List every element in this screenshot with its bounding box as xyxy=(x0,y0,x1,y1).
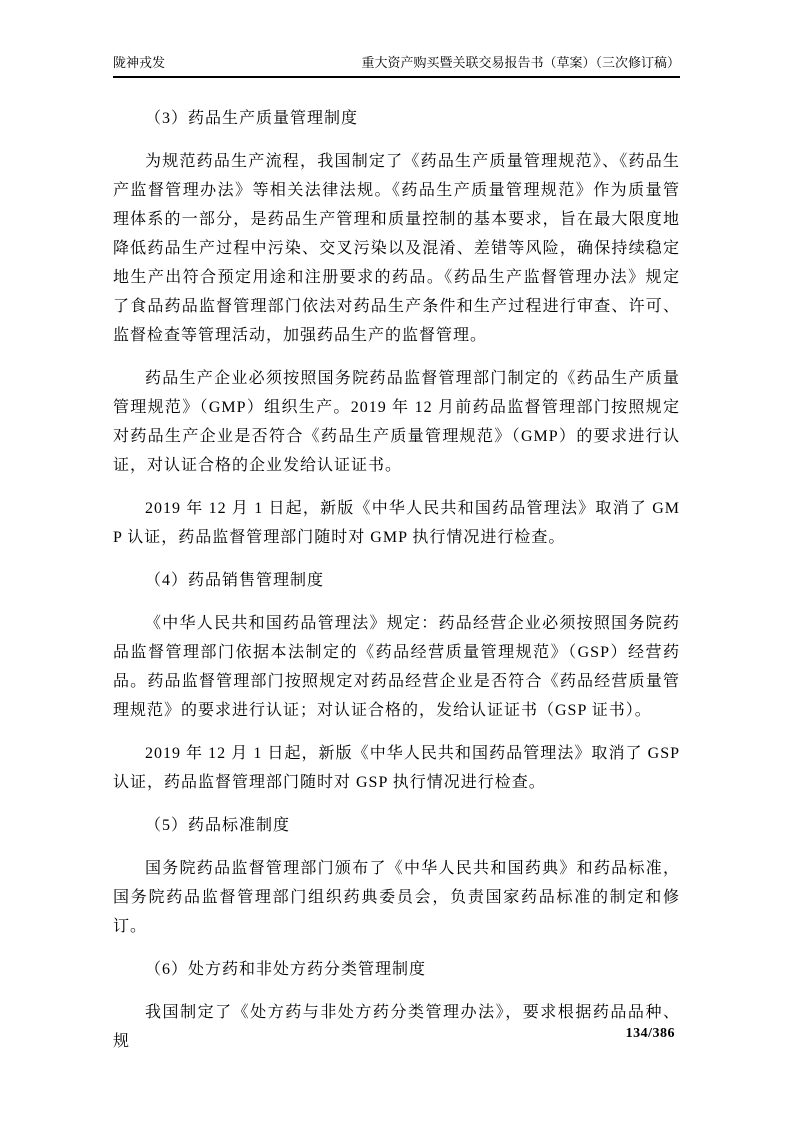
page-body xyxy=(113,104,680,1056)
body-paragraph: 2019 年 12 月 1 日起，新版《中华人民共和国药品管理法》取消了 GMP 认证，药品监督管理部门随时对 GMP 执行情况进行检查。 xyxy=(113,500,680,546)
body-paragraph: 《中华人民共和国药品管理法》规定：药品经营企业必须按照国务院药品监督管理部门依据本法制定的《药品经营质量管理规范》（GSP）经营药品。药品监督管理部门按照规定对药品经营企业是否符合《药品经营质量管理规范》的要求进行认证；对认证合格的，发给认证证书（GSP 证书）。 xyxy=(113,615,680,719)
body-paragraph: 2019 年 12 月 1 日起，新版《中华人民共和国药品管理法》取消了 GSP 认证，药品监督管理部门随时对 GSP 执行情况进行检查。 xyxy=(113,745,680,791)
body-paragraph: 我国制定了《处方药与非处方药分类管理办法》，要求根据药品品种、规 xyxy=(113,1004,680,1050)
page-number: 134/386 xyxy=(625,1026,675,1041)
header-company-name: 陇神戎发 xyxy=(113,55,166,70)
section-heading-3: （3）药品生产质量管理制度 xyxy=(145,110,359,127)
header-report-title: 重大资产购买暨关联交易报告书（草案）（三次修订稿） xyxy=(361,55,680,70)
section-heading-6: （6）处方药和非处方药分类管理制度 xyxy=(145,961,427,978)
body-paragraph: 药品生产企业必须按照国务院药品监督管理部门制定的《药品生产质量管理规范》（GMP）组织生产。2019 年 12 月前药品监督管理部门按照规定对药品生产企业是否符合《药品生产质量管理规范》（GMP）的要求进行认证，对认证合格的企业发给认证证书。 xyxy=(113,370,680,474)
section-heading-5: （5）药品标准制度 xyxy=(145,817,291,834)
page-header xyxy=(113,55,680,78)
body-paragraph: 为规范药品生产流程，我国制定了《药品生产质量管理规范》、《药品生产监督管理办法》等相关法律法规。《药品生产质量管理规范》作为质量管理体系的一部分，是药品生产管理和质量控制的基本要求，旨在最大限度地降低药品生产过程中污染、交叉污染以及混淆、差错等风险，确保持续稳定地生产出符合预定用途和注册要求的药品。《药品生产监督管理办法》规定了食品药品监督管理部门依法对药品生产条件和生产过程进行审查、许可、监督检查等管理活动，加强药品生产的监督管理。 xyxy=(113,153,680,344)
section-heading-4: （4）药品销售管理制度 xyxy=(145,572,325,589)
body-paragraph: 国务院药品监督管理部门颁布了《中华人民共和国药典》和药品标准，国务院药品监督管理部门组织药典委员会，负责国家药品标准的制定和修订。 xyxy=(113,860,680,935)
